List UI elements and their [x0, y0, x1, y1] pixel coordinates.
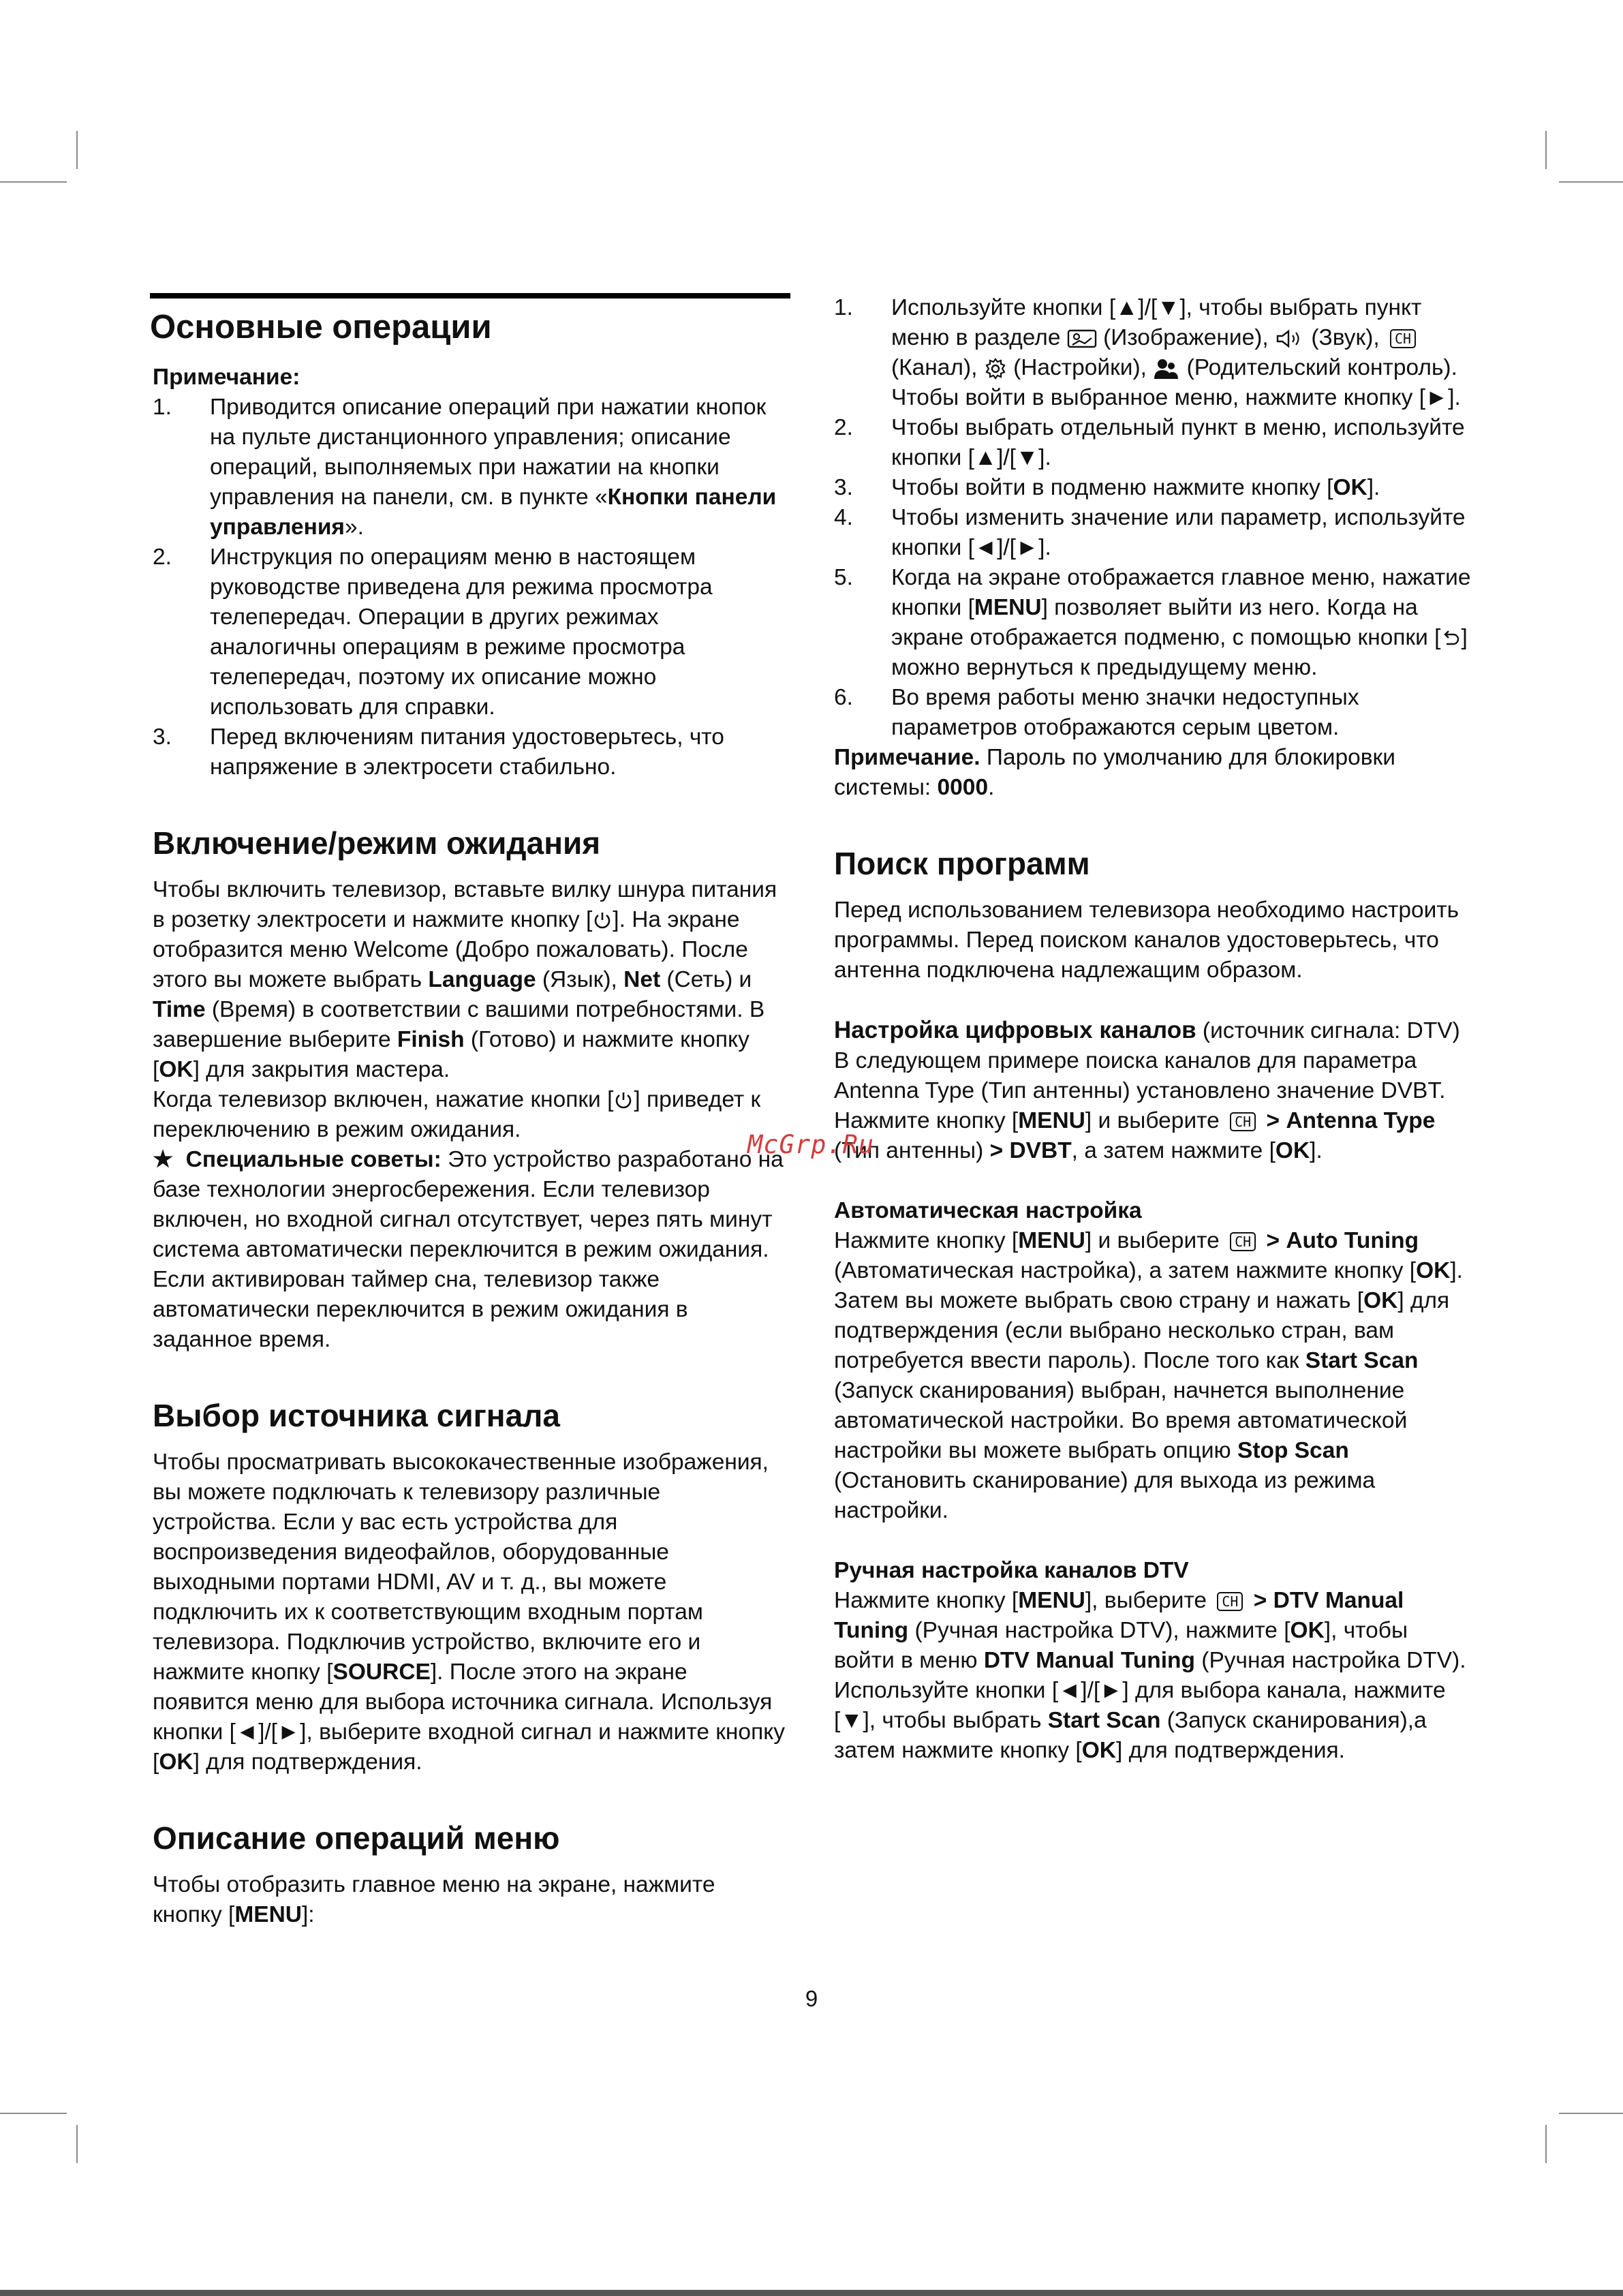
return-icon [1440, 628, 1461, 649]
menu-steps-list [834, 293, 1474, 743]
channel-icon: CH [1217, 1592, 1243, 1611]
list-item: 2. Чтобы выбрать отдельный пункт в меню, используйте кнопки [▲]/[▼]. [834, 415, 1465, 470]
channel-icon: CH [1390, 329, 1416, 348]
crop-mark [1559, 181, 1623, 183]
heading-auto-tuning: Автоматическая настройка [834, 1198, 1142, 1223]
right-column [834, 293, 1474, 1766]
left-column [150, 293, 788, 1930]
power-icon [592, 910, 613, 931]
power-paragraph: Чтобы включить телевизор, вставьте вилку шнура питания в розетку электросети и нажмите кнопку [ ]. На экране отобразится меню Welcome (Добро пожаловать). После этого вы можете выбрать Language (Язык), Net (Сеть) и Time (Время) в соответствии с вашими потребностями. В завершение выберите Finish (Готово) и нажмите кнопку [OK] для закрытия мастера. [153, 877, 777, 1082]
search-paragraph: Перед использованием телевизора необходимо настроить программы. Перед поиском каналов удостоверьтесь, что антенна подключена надлежащим образом. [834, 898, 1459, 983]
bottom-edge [0, 2290, 1623, 2296]
auto-tuning-paragraph: Нажмите кнопку [MENU] и выберите CH > Auto Tuning (Автоматическая настройка), а затем нажмите кнопку [OK]. Затем вы можете выбрать свою страну и нажать [OK] для подтверждения (если выбрано несколько стран, вам потребуется ввести пароль). После того как Start Scan (Запуск сканирования) выбран, начнется выполнение автоматической настройки. Во время автоматической настройки вы можете выбрать опцию Stop Scan (Остановить сканирование) для выхода из режима настройки. [834, 1228, 1463, 1523]
heading-manual-tuning: Ручная настройка каналов DTV [834, 1558, 1189, 1583]
crop-mark [1559, 2113, 1623, 2114]
list-item: 2. Инструкция по операциям меню в настоящем руководстве приведена для режима просмотра телепередач. Операции в других режимах аналогичны операциям в режиме просмотра телепередач, поэтому их описание можно использовать для справки. [153, 545, 713, 720]
list-item: 5. Когда на экране отображается главное меню, нажатие кнопки [MENU] позволяет выйти из него. Когда на экране отображается подменю, с помощью кнопки [ ] можно вернуться к предыдущему меню. [834, 565, 1471, 680]
heading-basic-operations: Основные операции [150, 309, 492, 346]
tips-paragraph: ★ Специальные советы: Это устройство разработано на базе технологии энергосбережения. Если телевизор включен, но входной сигнал отсутствует, через пять минут система автоматически переключится в режим ожидания. Если активирован таймер сна, телевизор также автоматически переключится в режим ожидания в заданное время. [153, 1147, 784, 1352]
crop-mark [76, 131, 78, 169]
crop-mark [1545, 2125, 1547, 2163]
crop-mark [1545, 131, 1547, 169]
list-item: 1. Используйте кнопки [▲]/[▼], чтобы выбрать пункт меню в разделе (Изображение), (Звук), CH (Канал), (Настройки), (Родительский контроль). Чтобы войти в выбранное меню, нажмите кнопку [►]. [834, 295, 1461, 410]
digital-steps-paragraph: Нажмите кнопку [MENU] и выберите CH > Antenna Type (Тип антенны) > DVBT, а затем нажмите [OK]. [834, 1108, 1436, 1163]
picture-icon [1067, 328, 1097, 349]
source-paragraph: Чтобы просматривать высококачественные изображения, вы можете подключать к телевизору различные устройства. Если у вас есть устройства для воспроизведения видеофайлов, оборудованные выходными портами HDMI, AV и т. д., вы можете подключить их к соответствующим входным портам телевизора. Подключив устройство, включите его и нажмите кнопку [SOURCE]. После этого на экране появится меню для выбора источника сигнала. Используя кнопки [◄]/[►], выберите входной сигнал и нажмите кнопку [OK] для подтверждения. [153, 1450, 785, 1775]
channel-icon: CH [1230, 1232, 1256, 1251]
section-basic-operations [150, 293, 790, 348]
list-item: 3. Перед включениям питания удостоверьтесь, что напряжение в электросети стабильно. [153, 724, 724, 780]
crop-mark [0, 181, 67, 183]
heading-source-selection: Выбор источника сигнала [153, 1398, 560, 1433]
password-note: Примечание. Пароль по умолчанию для блокировки системы: 0000. [834, 745, 1395, 800]
heading-program-search: Поиск программ [834, 846, 1090, 881]
power-icon [613, 1090, 634, 1111]
standby-paragraph: Когда телевизор включен, нажатие кнопки [ ] приведет к переключению в режим ожидания. [153, 1087, 761, 1142]
list-item: 4. Чтобы изменить значение или параметр, используйте кнопки [◄]/[►]. [834, 505, 1466, 560]
channel-icon: CH [1230, 1112, 1256, 1131]
star-icon: ★ [153, 1147, 174, 1172]
list-item: 1. Приводится описание операций при нажатии кнопок на пульте дистанционного управления; описание операций, выполняемых при нажатии на кнопки управления на панели, см. в пункте «Кнопки панели управления». [153, 395, 777, 540]
page-number: 9 [805, 1986, 818, 2011]
parental-icon [1153, 357, 1180, 380]
digital-example-paragraph: В следующем примере поиска каналов для параметра Antenna Type (Тип антенны) установлено значение DVBT. [834, 1048, 1446, 1103]
crop-mark [76, 2125, 78, 2163]
list-item: 3. Чтобы войти в подменю нажмите кнопку [OK]. [834, 475, 1380, 500]
list-item: 6. Во время работы меню значки недоступных параметров отображаются серым цветом. [834, 685, 1359, 740]
note-label: Примечание: [153, 365, 300, 390]
menu-paragraph: Чтобы отобразить главное меню на экране, нажмите кнопку [MENU]: [153, 1872, 715, 1927]
crop-mark [0, 2113, 67, 2114]
sound-icon [1275, 328, 1305, 349]
manual-tuning-paragraph: Нажмите кнопку [MENU], выберите CH > DTV Manual Tuning (Ручная настройка DTV), нажмите [OK], чтобы войти в меню DTV Manual Tuning (Ручная настройка DTV). Используйте кнопки [◄]/[►] для выбора канала, нажмите [▼], чтобы выбрать Start Scan (Запуск сканирования),а затем нажмите кнопку [OK] для подтверждения. [834, 1588, 1466, 1763]
watermark: McGrp.Ru [747, 1130, 875, 1159]
heading-digital-channels: Настройка цифровых каналов (источник сигнала: DTV) [834, 1017, 1460, 1043]
gear-icon [984, 357, 1007, 380]
heading-menu-operations: Описание операций меню [153, 1820, 560, 1856]
heading-power-standby: Включение/режим ожидания [153, 825, 601, 861]
notes-list [153, 393, 788, 782]
